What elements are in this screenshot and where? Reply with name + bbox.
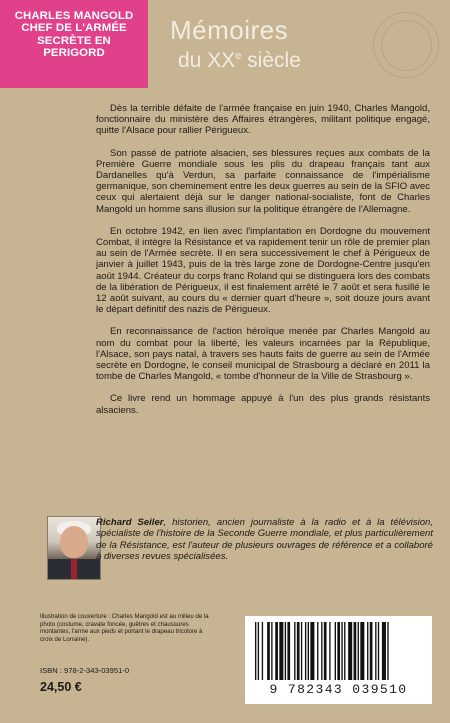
author-photo-tie bbox=[71, 559, 77, 579]
barcode-bar bbox=[387, 622, 388, 680]
author-photo bbox=[47, 516, 101, 580]
author-name: Richard Seiler bbox=[96, 517, 164, 528]
barcode-bar bbox=[310, 622, 314, 680]
author-bio bbox=[96, 517, 433, 562]
title-line: CHARLES MANGOLD bbox=[14, 10, 134, 22]
barcode-bar bbox=[294, 622, 295, 680]
barcode-bar bbox=[301, 622, 302, 680]
series-prefix: du XX bbox=[178, 49, 236, 72]
barcode-bar bbox=[271, 622, 272, 680]
series-line-2 bbox=[170, 44, 370, 73]
series-suffix: siècle bbox=[241, 49, 301, 72]
barcode-bars bbox=[253, 622, 424, 680]
blurb-paragraph: Son passé de patriote alsacien, ses blessures reçues aux combats de la Première Guerre mondiale sous les plis du drapeau français tant aux Dardanelles qu'à Verdun, sa parfaite connaissance de l'impérialisme germanique, son cheminement entre les deux guerres au sein de la SFIO avec ceux qui alertaient déjà sur le danger national-socialiste, font de Charles Mangold un homme sans illusion sur la politique étrangère de l'Allemagne. bbox=[96, 147, 430, 215]
price: 24,50 € bbox=[40, 680, 82, 694]
barcode-bar bbox=[329, 622, 330, 680]
barcode-bar bbox=[321, 622, 322, 680]
barcode-bar bbox=[317, 622, 318, 680]
barcode-bar bbox=[375, 622, 376, 680]
barcode-bar bbox=[285, 622, 286, 680]
author-photo-face bbox=[60, 526, 88, 558]
series-sup: e bbox=[235, 50, 242, 62]
barcode-bar bbox=[258, 622, 259, 680]
series-logo bbox=[170, 16, 370, 73]
barcode-bar bbox=[287, 622, 290, 680]
barcode-bar bbox=[382, 622, 386, 680]
barcode-bar bbox=[279, 622, 283, 680]
barcode-bar bbox=[297, 622, 300, 680]
barcode-bar bbox=[305, 622, 306, 680]
barcode-bar bbox=[255, 622, 256, 680]
title-line: PERIGORD bbox=[43, 47, 105, 60]
barcode-bar bbox=[324, 622, 327, 680]
barcode-bar bbox=[262, 622, 263, 680]
barcode-bar bbox=[370, 622, 373, 680]
blurb-paragraph: Dès la terrible défaite de l'armée française en juin 1940, Charles Mangold, fonctionnaire du ministère des Affaires étrangères, militant politique engagé, quitte l'Alsace pour rallier Périgueux. bbox=[96, 103, 430, 137]
title-line: SECRÈTE EN bbox=[37, 34, 111, 47]
barcode-bar bbox=[341, 622, 342, 680]
barcode-bar bbox=[367, 622, 368, 680]
barcode-bar bbox=[267, 622, 270, 680]
cover-credit: Illustration de couverture : Charles Mangold est au milieu de la photo (costume, cravate foncée, guêtres et chaussures montantes, l'arme aux pieds et portant le drapeau tricolore à croix de Lorraine). bbox=[40, 613, 209, 643]
barcode-bar bbox=[348, 622, 352, 680]
barcode-bar bbox=[337, 622, 340, 680]
seal-emblem bbox=[373, 12, 439, 78]
barcode-bar bbox=[360, 622, 364, 680]
barcode bbox=[245, 616, 432, 704]
barcode-bar bbox=[335, 622, 336, 680]
barcode-bar bbox=[275, 622, 278, 680]
blurb-paragraph: En reconnaissance de l'action héroïque menée par Charles Mangold au nom du combat pour la liberté, les valeurs incarnées par la République, l'Alsace, son pays natal, à travers ses hauts faits de guerre au sein de l'Armée secrète en Dordogne, le conseil municipal de Strasbourg a déclaré en 2011 la tombe de Charles Mangold, « tombe d'honneur de la Ville de Strasbourg ». bbox=[96, 326, 430, 383]
barcode-bar bbox=[378, 622, 379, 680]
series-line-1: Mémoires bbox=[170, 15, 289, 45]
barcode-digits: 9 782343 039510 bbox=[269, 682, 408, 697]
author-section bbox=[47, 516, 433, 606]
blurb-paragraph: Ce livre rend un hommage appuyé à l'un des plus grands résistants alsaciens. bbox=[96, 393, 430, 416]
barcode-bar bbox=[354, 622, 357, 680]
isbn: ISBN : 978-2-343-03951-0 bbox=[40, 666, 130, 675]
barcode-bar bbox=[358, 622, 359, 680]
blurb-paragraph: En octobre 1942, en lien avec l'implantation en Dordogne du mouvement Combat, il intègre la Résistance et va rapidement tenir un rôle de premier plan au sein de l'Armée secrète. Il en sera successivement le chef à Périgueux de janvier à juillet 1943, puis de la très large zone de Dordogne-Centre jusqu'en août 1944. Créateur du corps franc Roland qui se distinguera lors des combats de la libération de Périgueux, il est finalement arrêté le 7 août et sera fusillé le 12 août suivant, au cours du « dernier quart d'heure », soit douze jours avant le départ définitif des nazis de Périgueux. bbox=[96, 225, 430, 316]
barcode-bar bbox=[344, 622, 345, 680]
title-box bbox=[0, 0, 148, 88]
barcode-bar bbox=[308, 622, 309, 680]
title-line: CHEF DE L'ARMÉE bbox=[21, 22, 127, 35]
blurb bbox=[96, 103, 430, 427]
author-bio-text: , historien, ancien journaliste à la radio et à la télévision, spécialiste de l'histoire de la Seconde Guerre mondiale, et plus particulièrement de la Résistance, est l'auteur de plusieurs ouvrages de référence et a collaboré à diverses revues spécialisées. bbox=[96, 517, 433, 562]
